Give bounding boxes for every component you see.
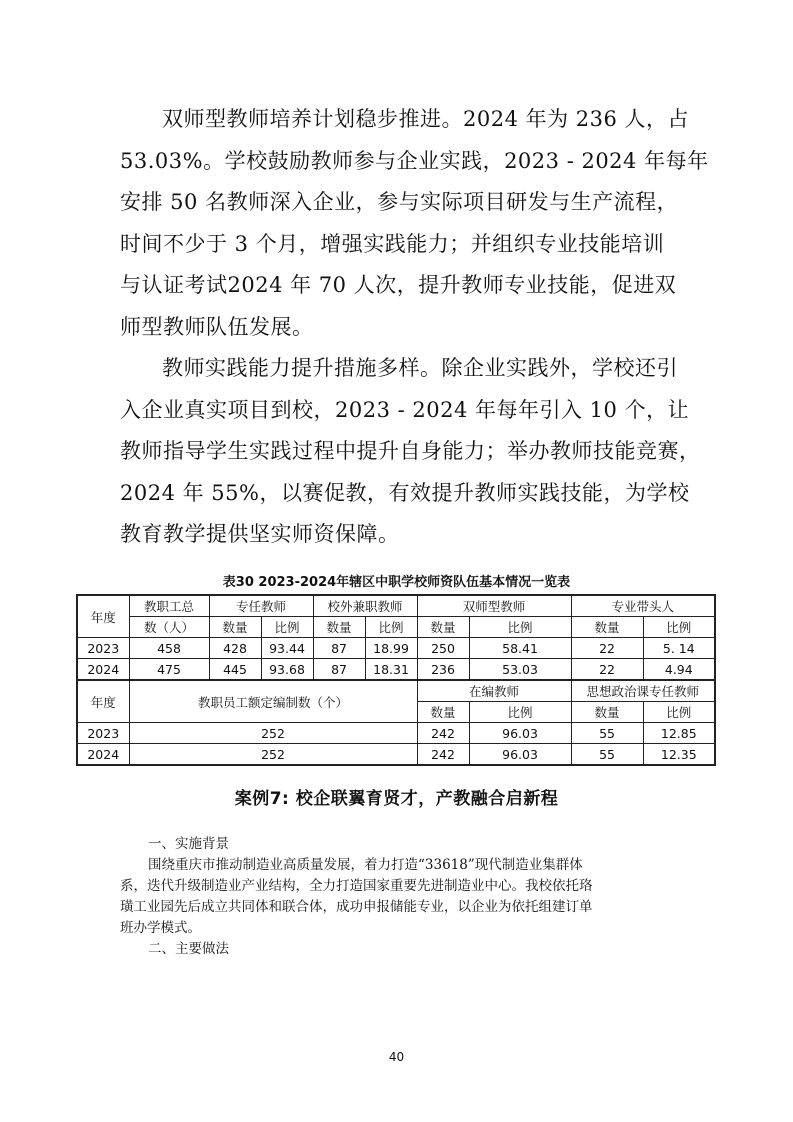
- cell-onstaff-count: 242: [417, 744, 469, 766]
- cell-staff: 458: [129, 638, 209, 659]
- header-year-2: 年度: [77, 680, 129, 723]
- section-heading: 二、主要做法: [148, 941, 229, 957]
- header-staff-line1: 教职工总: [129, 595, 209, 617]
- text-line: 与认证考试2024 年 70 人次，提升教师专业技能，促进双: [120, 273, 677, 297]
- header-ratio: 比例: [261, 617, 313, 638]
- text-line: 53.03%。学校鼓励教师参与企业实践，2023 - 2024 年每年: [120, 148, 709, 173]
- cell-year: 2023: [77, 723, 129, 744]
- cell-fulltime-count: 428: [209, 638, 261, 659]
- paragraph-dual-teacher: [120, 99, 709, 348]
- text-line: 教育教学提供坚实师资保障。: [120, 522, 400, 546]
- header-count: 数量: [209, 617, 261, 638]
- cell-leader-count: 22: [571, 659, 643, 681]
- table-row: [77, 638, 715, 659]
- header-year: 年度: [77, 595, 129, 638]
- header-ratio: 比例: [469, 617, 571, 638]
- cell-ideology-ratio: 12.85: [643, 723, 715, 744]
- header-count: 数量: [313, 617, 365, 638]
- cell-leader-ratio: 5. 14: [643, 638, 715, 659]
- text-line: 教师实践能力提升措施多样。除企业实践外，学校还引: [162, 356, 678, 380]
- text-line: 璜工业园先后成立共同体和联合体，成功申报储能专业，以企业为依托组建订单: [120, 899, 593, 915]
- case-body: [120, 834, 685, 960]
- cell-parttime-ratio: 18.31: [365, 659, 417, 681]
- cell-parttime-count: 87: [313, 638, 365, 659]
- cell-quota: 252: [129, 744, 417, 766]
- cell-dual-ratio: 53.03: [469, 659, 571, 681]
- text-line: 班办学模式。: [120, 920, 201, 936]
- header-staff-line2: 数（人）: [129, 617, 209, 638]
- text-line: 系，迭代升级制造业产业结构，全力打造国家重要先进制造业中心。我校依托珞: [120, 878, 593, 894]
- header-ratio: 比例: [643, 617, 715, 638]
- text-line: 双师型教师培养计划稳步推进。2024 年为 236 人，占: [162, 107, 690, 131]
- header-ratio: 比例: [469, 702, 571, 723]
- header-fulltime: 专任教师: [209, 595, 313, 617]
- header-dual: 双师型教师: [417, 595, 571, 617]
- cell-fulltime-ratio: 93.68: [261, 659, 313, 681]
- cell-ideology-count: 55: [571, 744, 643, 766]
- cell-ideology-count: 55: [571, 723, 643, 744]
- cell-year: 2023: [77, 638, 129, 659]
- header-count: 数量: [571, 617, 643, 638]
- table-caption: 表30 2023-2024年辖区中职学校师资队伍基本情况一览表: [222, 575, 571, 590]
- cell-year: 2024: [77, 659, 129, 681]
- cell-ideology-ratio: 12.35: [643, 744, 715, 766]
- cell-onstaff-count: 242: [417, 723, 469, 744]
- header-ideology: 思想政治课专任教师: [571, 680, 715, 702]
- cell-dual-count: 236: [417, 659, 469, 681]
- cell-leader-count: 22: [571, 638, 643, 659]
- cell-parttime-count: 87: [313, 659, 365, 681]
- header-parttime: 校外兼职教师: [313, 595, 417, 617]
- text-line: 2024 年 55%，以赛促教，有效提升教师实践技能，为学校: [120, 480, 690, 505]
- table-subheader-row: [77, 617, 715, 638]
- table-header-row: [77, 595, 715, 617]
- table-row: [77, 723, 715, 744]
- cell-fulltime-ratio: 93.44: [261, 638, 313, 659]
- cell-leader-ratio: 4.94: [643, 659, 715, 681]
- cell-dual-count: 250: [417, 638, 469, 659]
- header-onstaff: 在编教师: [417, 680, 571, 702]
- header-ratio: 比例: [365, 617, 417, 638]
- cell-parttime-ratio: 18.99: [365, 638, 417, 659]
- cell-dual-ratio: 58.41: [469, 638, 571, 659]
- header-ratio: 比例: [643, 702, 715, 723]
- table-row: [77, 744, 715, 766]
- text-line: 教师指导学生实践过程中提升自身能力；举办教师技能竞赛，: [120, 439, 701, 463]
- table-row: [77, 659, 715, 681]
- header-count: 数量: [417, 702, 469, 723]
- case-title: 案例7: 校企联翼育贤才，产教融合启新程: [234, 789, 559, 809]
- cell-staff: 475: [129, 659, 209, 681]
- cell-year: 2024: [77, 744, 129, 766]
- cell-onstaff-ratio: 96.03: [469, 744, 571, 766]
- text-line: 时间不少于 3 个月，增强实践能力；并组织专业技能培训: [120, 231, 665, 256]
- text-line: 师型教师队伍发展。: [120, 314, 314, 339]
- cell-onstaff-ratio: 96.03: [469, 723, 571, 744]
- section-heading: 一、实施背景: [148, 836, 229, 852]
- header-count: 数量: [571, 702, 643, 723]
- paragraph-practice-ability: [120, 348, 701, 556]
- cell-quota: 252: [129, 723, 417, 744]
- text-line: 入企业真实项目到校，2023 - 2024 年每年引入 10 个，让: [120, 397, 690, 422]
- page-number: 40: [388, 1050, 405, 1064]
- header-leader: 专业带头人: [571, 595, 715, 617]
- table-header-row-2: [77, 680, 715, 702]
- text-line: 安排 50 名教师深入企业，参与实际项目研发与生产流程，: [120, 190, 679, 214]
- cell-fulltime-count: 445: [209, 659, 261, 681]
- text-line: 围绕重庆市推动制造业高质量发展，着力打造“33618”现代制造业集群体: [148, 857, 583, 873]
- header-quota: 教职员工额定编制数（个）: [129, 680, 417, 723]
- header-count: 数量: [417, 617, 469, 638]
- faculty-table: [76, 594, 716, 766]
